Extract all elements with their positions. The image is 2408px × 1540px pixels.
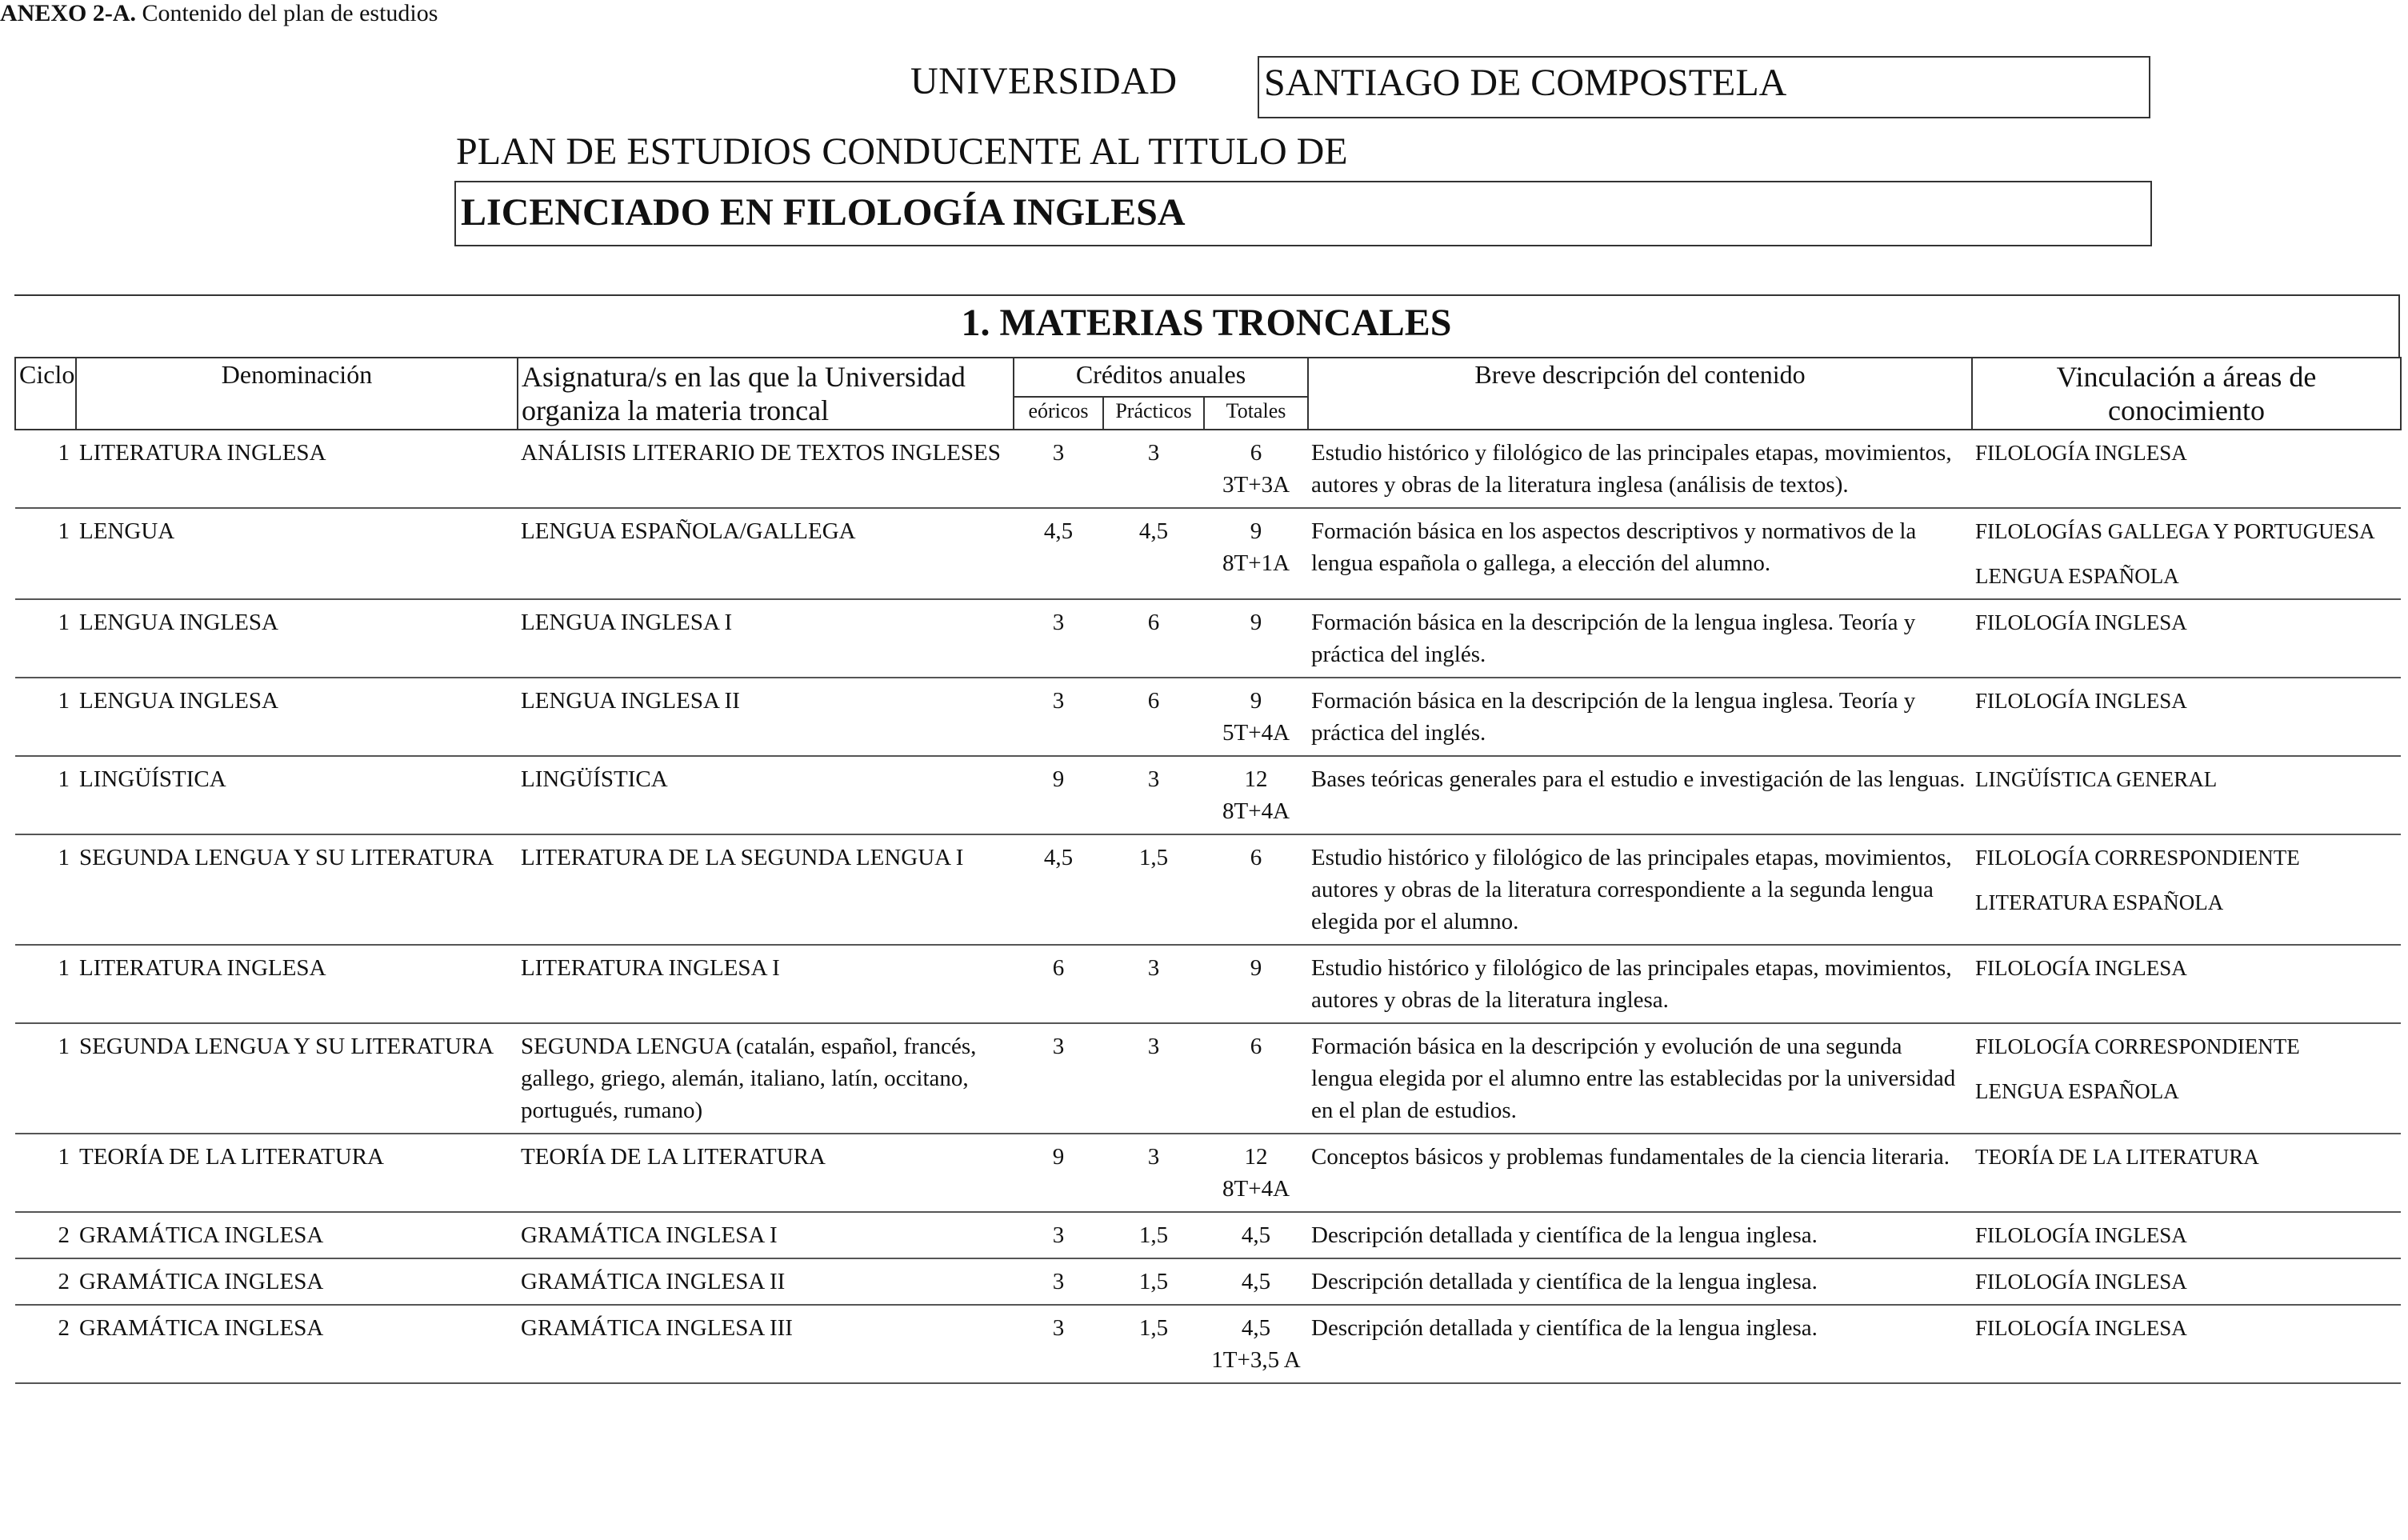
teoricos-cell: 3 xyxy=(1014,1305,1103,1383)
totales-value: 4,5 xyxy=(1241,1315,1271,1341)
col-descripcion-header: Breve descripción del contenido xyxy=(1308,358,1972,430)
descripcion-cell: Estudio histórico y filológico de las principales etapas, movimientos, autores y obras de la literatura inglesa (análisis de textos). xyxy=(1308,430,1972,508)
totales-breakdown: 5T+4A xyxy=(1222,720,1290,746)
table-row xyxy=(15,1023,2401,1134)
ciclo-cell: 2 xyxy=(15,1212,76,1258)
totales-cell xyxy=(1204,756,1308,834)
col-creditos-header: Créditos anuales xyxy=(1014,358,1308,397)
teoricos-cell: 4,5 xyxy=(1014,508,1103,599)
col-teoricos-header: eóricos xyxy=(1014,397,1103,430)
practicos-cell: 3 xyxy=(1103,1134,1204,1212)
ciclo-cell: 1 xyxy=(15,945,76,1023)
teoricos-cell: 9 xyxy=(1014,1134,1103,1212)
practicos-cell: 3 xyxy=(1103,756,1204,834)
practicos-cell: 3 xyxy=(1103,1023,1204,1134)
practicos-cell: 1,5 xyxy=(1103,834,1204,945)
totales-breakdown: 3T+3A xyxy=(1222,472,1290,498)
table-row xyxy=(15,1305,2401,1383)
vinculacion-cell xyxy=(1972,834,2401,945)
area-item: FILOLOGÍA INGLESA xyxy=(1975,956,2187,980)
practicos-cell: 3 xyxy=(1103,430,1204,508)
teoricos-cell: 3 xyxy=(1014,1258,1103,1305)
vinculacion-cell xyxy=(1972,945,2401,1023)
asignatura-cell: LENGUA INGLESA I xyxy=(518,599,1014,678)
asignatura-cell: SEGUNDA LENGUA (catalán, español, francés, gallego, griego, alemán, italiano, latín, occitano, portugués, rumano) xyxy=(518,1023,1014,1134)
denominacion-cell: GRAMÁTICA INGLESA xyxy=(76,1258,518,1305)
asignatura-cell: GRAMÁTICA INGLESA II xyxy=(518,1258,1014,1305)
asignatura-cell: LENGUA INGLESA II xyxy=(518,678,1014,756)
asignatura-cell: TEORÍA DE LA LITERATURA xyxy=(518,1134,1014,1212)
area-item: FILOLOGÍA CORRESPONDIENTE xyxy=(1975,1034,2300,1058)
area-item: FILOLOGÍA INGLESA xyxy=(1975,441,2187,465)
descripcion-cell: Estudio histórico y filológico de las principales etapas, movimientos, autores y obras de la literatura correspondiente a la segunda lengua elegida por el alumno. xyxy=(1308,834,1972,945)
asignatura-cell: GRAMÁTICA INGLESA I xyxy=(518,1212,1014,1258)
ciclo-cell: 1 xyxy=(15,508,76,599)
area-item: FILOLOGÍA CORRESPONDIENTE xyxy=(1975,846,2300,870)
table-row xyxy=(15,678,2401,756)
descripcion-cell: Descripción detallada y científica de la lengua inglesa. xyxy=(1308,1258,1972,1305)
totales-value: 9 xyxy=(1250,610,1262,635)
totales-value: 9 xyxy=(1250,688,1262,714)
totales-cell xyxy=(1204,1305,1308,1383)
totales-breakdown: 8T+4A xyxy=(1222,798,1290,824)
table-row xyxy=(15,1212,2401,1258)
ciclo-cell: 1 xyxy=(15,1023,76,1134)
descripcion-cell: Formación básica en la descripción de la lengua inglesa. Teoría y práctica del inglés. xyxy=(1308,678,1972,756)
table-body xyxy=(15,430,2401,1383)
table-row xyxy=(15,945,2401,1023)
totales-cell xyxy=(1204,430,1308,508)
denominacion-cell: GRAMÁTICA INGLESA xyxy=(76,1212,518,1258)
ciclo-cell: 1 xyxy=(15,678,76,756)
totales-cell xyxy=(1204,1134,1308,1212)
col-asignatura-header: Asignatura/s en las que la Universidad organiza la materia troncal xyxy=(518,358,1014,430)
ciclo-cell: 1 xyxy=(15,1134,76,1212)
asignatura-cell: GRAMÁTICA INGLESA III xyxy=(518,1305,1014,1383)
ciclo-cell: 1 xyxy=(15,756,76,834)
denominacion-cell: SEGUNDA LENGUA Y SU LITERATURA xyxy=(76,1023,518,1134)
teoricos-cell: 3 xyxy=(1014,1023,1103,1134)
descripcion-cell: Descripción detallada y científica de la lengua inglesa. xyxy=(1308,1305,1972,1383)
annex-text: Contenido del plan de estudios xyxy=(142,0,438,26)
totales-value: 6 xyxy=(1250,845,1262,870)
area-item: FILOLOGÍAS GALLEGA Y PORTUGUESA xyxy=(1975,519,2375,543)
table-row xyxy=(15,508,2401,599)
totales-breakdown: 8T+4A xyxy=(1222,1176,1290,1202)
university-value-box: SANTIAGO DE COMPOSTELA xyxy=(1258,56,2150,118)
totales-cell xyxy=(1204,1212,1308,1258)
vinculacion-cell xyxy=(1972,1134,2401,1212)
descripcion-cell: Formación básica en la descripción y evolución de una segunda lengua elegida por el alumno entre las establecidas por la universidad en el plan de estudios. xyxy=(1308,1023,1972,1134)
totales-value: 6 xyxy=(1250,1034,1262,1059)
area-item: LENGUA ESPAÑOLA xyxy=(1975,1079,2179,1103)
denominacion-cell: LITERATURA INGLESA xyxy=(76,945,518,1023)
practicos-cell: 1,5 xyxy=(1103,1258,1204,1305)
vinculacion-cell xyxy=(1972,678,2401,756)
col-practicos-header: Prácticos xyxy=(1103,397,1204,430)
totales-cell xyxy=(1204,1258,1308,1305)
totales-value: 9 xyxy=(1250,518,1262,544)
col-vinculacion-header: Vinculación a áreas de conocimiento xyxy=(1972,358,2401,430)
vinculacion-cell xyxy=(1972,508,2401,599)
section-title: 1. MATERIAS TRONCALES xyxy=(14,294,2400,357)
denominacion-cell: SEGUNDA LENGUA Y SU LITERATURA xyxy=(76,834,518,945)
totales-value: 12 xyxy=(1244,766,1268,792)
area-item: FILOLOGÍA INGLESA xyxy=(1975,1270,2187,1294)
denominacion-cell: GRAMÁTICA INGLESA xyxy=(76,1305,518,1383)
annex-heading xyxy=(0,0,438,27)
denominacion-cell: LENGUA xyxy=(76,508,518,599)
vinculacion-cell xyxy=(1972,430,2401,508)
ciclo-cell: 1 xyxy=(15,599,76,678)
area-item: FILOLOGÍA INGLESA xyxy=(1975,1316,2187,1340)
denominacion-cell: LENGUA INGLESA xyxy=(76,599,518,678)
asignatura-cell: LENGUA ESPAÑOLA/GALLEGA xyxy=(518,508,1014,599)
descripcion-cell: Descripción detallada y científica de la lengua inglesa. xyxy=(1308,1212,1972,1258)
practicos-cell: 4,5 xyxy=(1103,508,1204,599)
table-row xyxy=(15,430,2401,508)
teoricos-cell: 3 xyxy=(1014,430,1103,508)
teoricos-cell: 3 xyxy=(1014,1212,1103,1258)
vinculacion-cell xyxy=(1972,756,2401,834)
asignatura-cell: LITERATURA INGLESA I xyxy=(518,945,1014,1023)
subjects-table xyxy=(14,357,2402,1384)
descripcion-cell: Formación básica en la descripción de la lengua inglesa. Teoría y práctica del inglés. xyxy=(1308,599,1972,678)
university-label: UNIVERSIDAD xyxy=(910,60,1178,102)
ciclo-cell: 2 xyxy=(15,1305,76,1383)
asignatura-cell: ANÁLISIS LITERARIO DE TEXTOS INGLESES xyxy=(518,430,1014,508)
vinculacion-cell xyxy=(1972,599,2401,678)
practicos-cell: 1,5 xyxy=(1103,1305,1204,1383)
descripcion-cell: Conceptos básicos y problemas fundamentales de la ciencia literaria. xyxy=(1308,1134,1972,1212)
teoricos-cell: 4,5 xyxy=(1014,834,1103,945)
teoricos-cell: 3 xyxy=(1014,599,1103,678)
totales-value: 9 xyxy=(1250,955,1262,981)
vinculacion-cell xyxy=(1972,1305,2401,1383)
denominacion-cell: LENGUA INGLESA xyxy=(76,678,518,756)
teoricos-cell: 9 xyxy=(1014,756,1103,834)
denominacion-cell: TEORÍA DE LA LITERATURA xyxy=(76,1134,518,1212)
table-row xyxy=(15,834,2401,945)
teoricos-cell: 6 xyxy=(1014,945,1103,1023)
table-row xyxy=(15,1134,2401,1212)
descripcion-cell: Bases teóricas generales para el estudio e investigación de las lenguas. xyxy=(1308,756,1972,834)
vinculacion-cell xyxy=(1972,1212,2401,1258)
area-item: FILOLOGÍA INGLESA xyxy=(1975,1223,2187,1247)
table-header xyxy=(15,358,2401,430)
asignatura-cell: LINGÜÍSTICA xyxy=(518,756,1014,834)
table-row xyxy=(15,756,2401,834)
descripcion-cell: Formación básica en los aspectos descriptivos y normativos de la lengua española o gallega, a elección del alumno. xyxy=(1308,508,1972,599)
practicos-cell: 6 xyxy=(1103,599,1204,678)
vinculacion-cell xyxy=(1972,1023,2401,1134)
totales-value: 12 xyxy=(1244,1144,1268,1170)
descripcion-cell: Estudio histórico y filológico de las principales etapas, movimientos, autores y obras de la literatura inglesa. xyxy=(1308,945,1972,1023)
degree-title-box: LICENCIADO EN FILOLOGÍA INGLESA xyxy=(454,181,2152,246)
asignatura-cell: LITERATURA DE LA SEGUNDA LENGUA I xyxy=(518,834,1014,945)
practicos-cell: 1,5 xyxy=(1103,1212,1204,1258)
ciclo-cell: 2 xyxy=(15,1258,76,1305)
ciclo-cell: 1 xyxy=(15,430,76,508)
col-denominacion-header: Denominación xyxy=(76,358,518,430)
totales-cell xyxy=(1204,945,1308,1023)
denominacion-cell: LINGÜÍSTICA xyxy=(76,756,518,834)
totales-value: 4,5 xyxy=(1241,1269,1271,1294)
col-ciclo-header: Ciclo xyxy=(15,358,76,430)
table-row xyxy=(15,1258,2401,1305)
vinculacion-cell xyxy=(1972,1258,2401,1305)
area-item: LITERATURA ESPAÑOLA xyxy=(1975,890,2224,914)
table-row xyxy=(15,599,2401,678)
totales-cell xyxy=(1204,599,1308,678)
totales-breakdown: 8T+1A xyxy=(1222,550,1290,576)
ciclo-cell: 1 xyxy=(15,834,76,945)
area-item: LINGÜÍSTICA GENERAL xyxy=(1975,767,2218,791)
col-totales-header: Totales xyxy=(1204,397,1308,430)
practicos-cell: 3 xyxy=(1103,945,1204,1023)
totales-value: 4,5 xyxy=(1241,1222,1271,1248)
area-item: TEORÍA DE LA LITERATURA xyxy=(1975,1145,2259,1169)
teoricos-cell: 3 xyxy=(1014,678,1103,756)
totales-cell xyxy=(1204,678,1308,756)
totales-cell xyxy=(1204,508,1308,599)
plan-label: PLAN DE ESTUDIOS CONDUCENTE AL TITULO DE xyxy=(456,130,1348,173)
area-item: FILOLOGÍA INGLESA xyxy=(1975,610,2187,634)
annex-number: ANEXO 2-A. xyxy=(0,0,136,26)
practicos-cell: 6 xyxy=(1103,678,1204,756)
totales-breakdown: 1T+3,5 A xyxy=(1211,1347,1301,1373)
totales-value: 6 xyxy=(1250,440,1262,466)
denominacion-cell: LITERATURA INGLESA xyxy=(76,430,518,508)
area-item: FILOLOGÍA INGLESA xyxy=(1975,689,2187,713)
totales-cell xyxy=(1204,1023,1308,1134)
area-item: LENGUA ESPAÑOLA xyxy=(1975,564,2179,588)
totales-cell xyxy=(1204,834,1308,945)
